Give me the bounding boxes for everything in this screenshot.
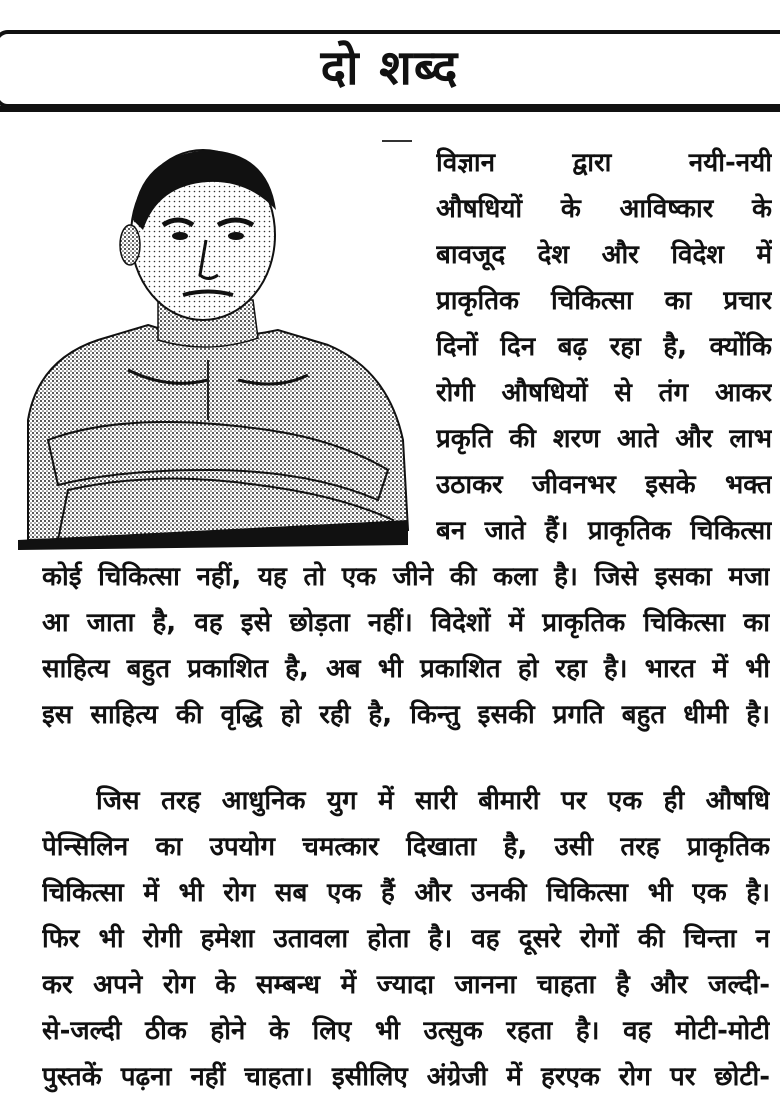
paragraph-line: आ जाता है, वह इसे छोड़ता नहीं। विदेशों में प्राकृतिक चिकित्सा का — [42, 608, 770, 638]
intro-line: रोगी औषधियों से तंग आकर — [436, 378, 772, 408]
man-portrait-illustration-icon — [8, 140, 428, 560]
page-title: दो शब्द — [320, 40, 460, 96]
paragraph-line: चिकित्सा में भी रोग सब एक हैं और उनकी चिकित्सा भी एक है। — [42, 878, 770, 908]
paragraph-line: कोई चिकित्सा नहीं, यह तो एक जीने की कला है। जिसे इसका मजा — [42, 562, 770, 592]
paragraph-line: जिस तरह आधुनिक युग में सारी बीमारी पर एक ही औषधि — [96, 786, 770, 816]
paragraph-line: पुस्तकें पढ़ना नहीं चाहता। इसीलिए अंग्रेजी में हरएक रोग पर छोटी- — [42, 1062, 770, 1092]
paragraph-line: इस साहित्य की वृद्धि हो रही है, किन्तु इसकी प्रगति बहुत धीमी है। — [42, 700, 770, 730]
intro-line: दिनों दिन बढ़ रहा है, क्योंकि — [436, 332, 772, 362]
intro-line: औषधियों के आविष्कार के — [436, 194, 772, 224]
intro-line: बावजूद देश और विदेश में — [436, 240, 772, 270]
intro-line: विज्ञान द्वारा नयी-नयी — [436, 148, 772, 178]
intro-line: बन जाते हैं। प्राकृतिक चिकित्सा — [436, 516, 772, 546]
paragraph-line: पेन्सिलिन का उपयोग चमत्कार दिखाता है, उसी तरह प्राकृतिक — [42, 832, 770, 862]
paragraph-line: साहित्य बहुत प्रकाशित है, अब भी प्रकाशित हो रहा है। भारत में भी — [42, 654, 770, 684]
paragraph-line: कर अपने रोग के सम्बन्ध में ज्यादा जानना चाहता है और जल्दी- — [42, 970, 770, 1000]
intro-line: प्राकृतिक चिकित्सा का प्रचार — [436, 286, 772, 316]
intro-line: प्रकृति की शरण आते और लाभ — [436, 424, 772, 454]
title-frame-shadow — [0, 106, 780, 112]
paragraph-line: फिर भी रोगी हमेशा उतावला होता है। वह दूसरे रोगों की चिन्ता न — [42, 924, 770, 954]
intro-line: उठाकर जीवनभर इसके भक्त — [436, 470, 772, 500]
paragraph-line: से-जल्दी ठीक होने के लिए भी उत्सुक रहता है। वह मोटी-मोटी — [42, 1016, 770, 1046]
